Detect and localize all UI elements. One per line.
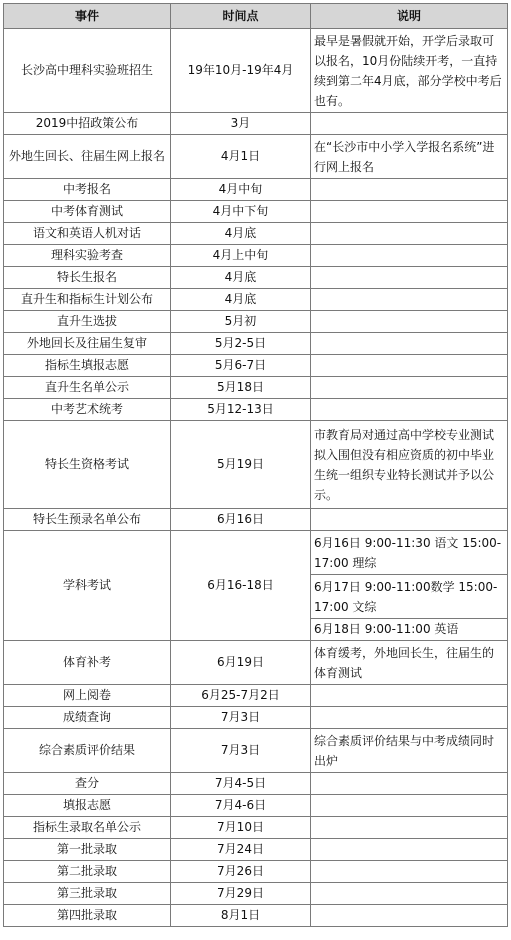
event-cell: 特长生报名 [4, 267, 171, 289]
time-cell: 6月25-7月2日 [171, 685, 311, 707]
event-cell: 2019中招政策公布 [4, 113, 171, 135]
note-cell [311, 267, 508, 289]
time-cell: 5月19日 [171, 421, 311, 509]
note-cell [311, 223, 508, 245]
event-cell: 语文和英语人机对话 [4, 223, 171, 245]
time-cell: 4月底 [171, 289, 311, 311]
event-cell: 中考体育测试 [4, 201, 171, 223]
event-cell: 体育补考 [4, 641, 171, 685]
table-row [4, 817, 508, 839]
note-cell [311, 861, 508, 883]
table-row [4, 839, 508, 861]
schedule-table-wrapper [3, 3, 508, 927]
event-cell: 外地回长及往届生复审 [4, 333, 171, 355]
event-cell: 理科实验考查 [4, 245, 171, 267]
exam-event-cell: 学科考试 [4, 531, 171, 641]
table-row [4, 883, 508, 905]
event-cell: 长沙高中理科实验班招生 [4, 29, 171, 113]
event-cell: 中考艺术统考 [4, 399, 171, 421]
time-cell: 8月1日 [171, 905, 311, 927]
table-row [4, 113, 508, 135]
table-row [4, 267, 508, 289]
event-cell: 指标生录取名单公示 [4, 817, 171, 839]
event-cell: 填报志愿 [4, 795, 171, 817]
note-cell [311, 839, 508, 861]
exam-row [4, 531, 508, 575]
time-cell: 7月24日 [171, 839, 311, 861]
time-cell: 5月12-13日 [171, 399, 311, 421]
table-row [4, 29, 508, 113]
table-row [4, 135, 508, 179]
event-cell: 查分 [4, 773, 171, 795]
note-cell [311, 685, 508, 707]
table-row [4, 377, 508, 399]
time-cell: 7月10日 [171, 817, 311, 839]
table-row [4, 223, 508, 245]
event-cell: 成绩查询 [4, 707, 171, 729]
note-cell [311, 399, 508, 421]
table-row [4, 355, 508, 377]
note-cell: 最早是暑假就开始，开学后录取可以报名，10月份陆续开考，一直持续到第二年4月底，部分学校中考后也有。 [311, 29, 508, 113]
note-cell [311, 311, 508, 333]
time-cell: 7月4-5日 [171, 773, 311, 795]
table-row [4, 201, 508, 223]
time-cell: 4月底 [171, 223, 311, 245]
table-row [4, 333, 508, 355]
note-cell [311, 245, 508, 267]
table-row [4, 289, 508, 311]
note-cell [311, 355, 508, 377]
note-cell [311, 905, 508, 927]
time-cell: 7月3日 [171, 729, 311, 773]
header-row [4, 4, 508, 29]
note-cell [311, 795, 508, 817]
table-row [4, 399, 508, 421]
note-cell [311, 817, 508, 839]
time-cell: 19年10月-19年4月 [171, 29, 311, 113]
table-row [4, 179, 508, 201]
time-cell: 4月中旬 [171, 179, 311, 201]
event-cell: 网上阅卷 [4, 685, 171, 707]
event-cell: 第二批录取 [4, 861, 171, 883]
event-cell: 指标生填报志愿 [4, 355, 171, 377]
time-cell: 7月29日 [171, 883, 311, 905]
table-row [4, 311, 508, 333]
exam-session-cell: 6月16日 9:00-11:30 语文 15:00-17:00 理综 [311, 531, 508, 575]
event-cell: 第四批录取 [4, 905, 171, 927]
note-cell: 体育缓考，外地回长生，往届生的体育测试 [311, 641, 508, 685]
table-row [4, 245, 508, 267]
event-cell: 特长生资格考试 [4, 421, 171, 509]
note-cell: 在“长沙市中小学入学报名系统”进行网上报名 [311, 135, 508, 179]
note-cell [311, 773, 508, 795]
table-row [4, 729, 508, 773]
event-cell: 第三批录取 [4, 883, 171, 905]
note-cell [311, 113, 508, 135]
time-cell: 5月18日 [171, 377, 311, 399]
event-cell: 第一批录取 [4, 839, 171, 861]
time-cell: 7月4-6日 [171, 795, 311, 817]
header-time: 时间点 [171, 4, 311, 29]
header-note: 说明 [311, 4, 508, 29]
table-row [4, 795, 508, 817]
event-cell: 中考报名 [4, 179, 171, 201]
event-cell: 外地生回长、往届生网上报名 [4, 135, 171, 179]
time-cell: 5月2-5日 [171, 333, 311, 355]
time-cell: 5月初 [171, 311, 311, 333]
time-cell: 7月26日 [171, 861, 311, 883]
table-row [4, 685, 508, 707]
event-cell: 直升生名单公示 [4, 377, 171, 399]
note-cell [311, 377, 508, 399]
note-cell [311, 883, 508, 905]
table-row [4, 905, 508, 927]
time-cell: 3月 [171, 113, 311, 135]
exam-schedule-table [3, 3, 508, 927]
event-cell: 直升生选拔 [4, 311, 171, 333]
event-cell: 特长生预录名单公布 [4, 509, 171, 531]
exam-time-cell: 6月16-18日 [171, 531, 311, 641]
event-cell: 直升生和指标生计划公布 [4, 289, 171, 311]
table-row [4, 509, 508, 531]
note-cell [311, 333, 508, 355]
time-cell: 6月19日 [171, 641, 311, 685]
time-cell: 5月6-7日 [171, 355, 311, 377]
event-cell: 综合素质评价结果 [4, 729, 171, 773]
table-row [4, 861, 508, 883]
note-cell [311, 201, 508, 223]
note-cell [311, 179, 508, 201]
header-event: 事件 [4, 4, 171, 29]
time-cell: 7月3日 [171, 707, 311, 729]
note-cell [311, 509, 508, 531]
table-row [4, 773, 508, 795]
note-cell: 综合素质评价结果与中考成绩同时出炉 [311, 729, 508, 773]
note-cell [311, 289, 508, 311]
time-cell: 4月1日 [171, 135, 311, 179]
time-cell: 4月底 [171, 267, 311, 289]
time-cell: 6月16日 [171, 509, 311, 531]
note-cell: 市教育局对通过高中学校专业测试拟入围但没有相应资质的初中毕业生统一组织专业特长测试并予以公示。 [311, 421, 508, 509]
table-row [4, 421, 508, 509]
table-row [4, 641, 508, 685]
time-cell: 4月中下旬 [171, 201, 311, 223]
table-row [4, 707, 508, 729]
exam-session-cell: 6月17日 9:00-11:00数学 15:00-17:00 文综 [311, 575, 508, 619]
exam-session-cell: 6月18日 9:00-11:00 英语 [311, 619, 508, 641]
note-cell [311, 707, 508, 729]
time-cell: 4月上中旬 [171, 245, 311, 267]
